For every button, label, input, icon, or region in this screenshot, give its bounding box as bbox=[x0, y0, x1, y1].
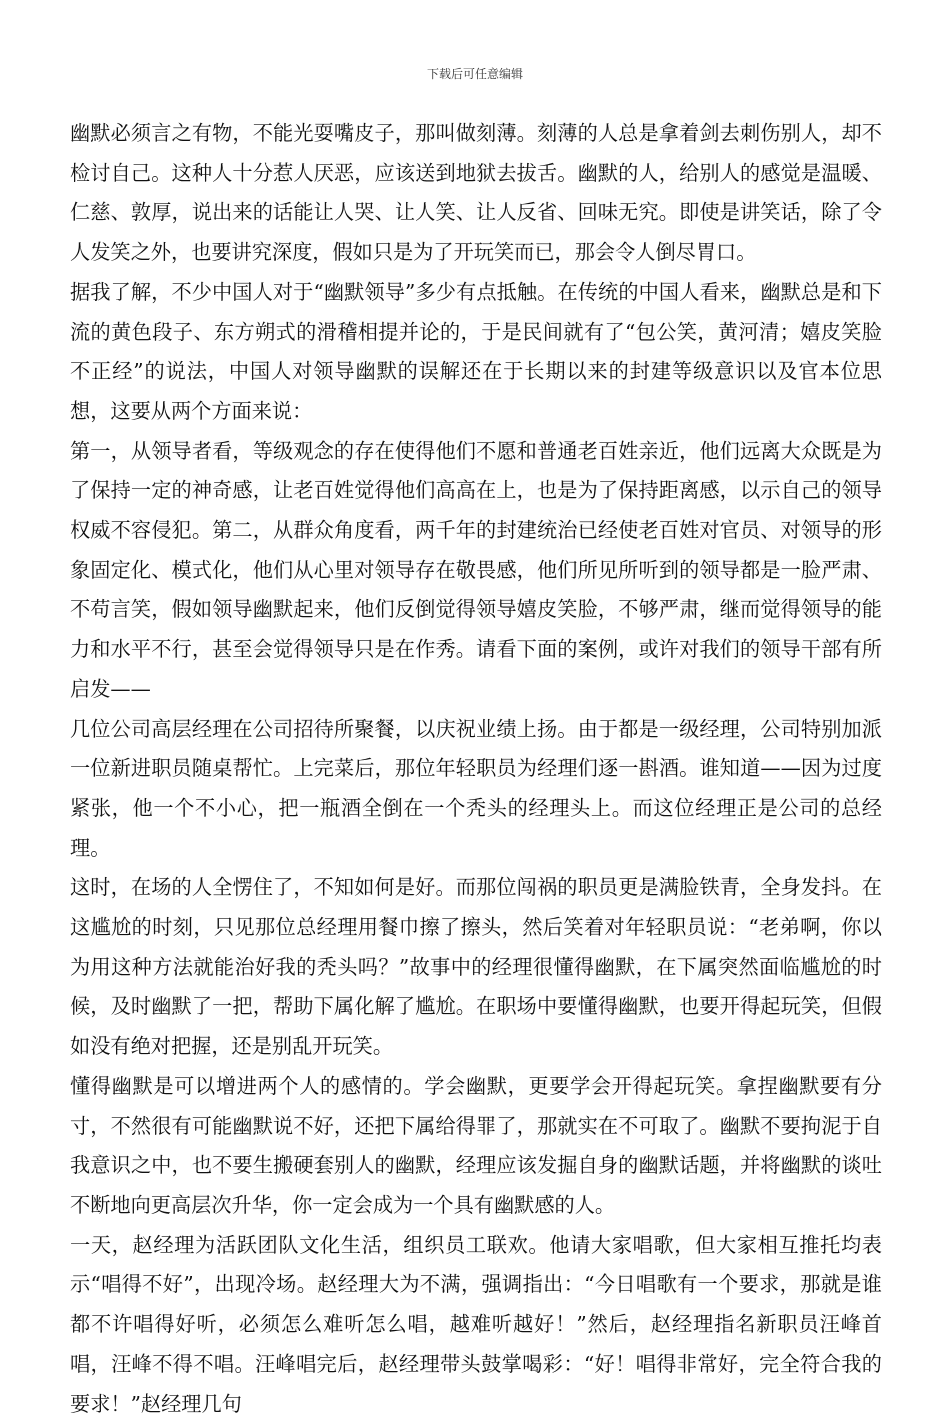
document-body bbox=[70, 114, 882, 1424]
paragraph-5: 这时，在场的人全愣住了，不知如何是好。而那位闯祸的职员更是满脸铁青，全身发抖。在这尴尬的时刻，只见那位总经理用餐巾擦了擦头，然后笑着对年轻职员说：“老弟啊，你以为用这种方法就能治好我的秃头吗？”故事中的经理很懂得幽默，在下属突然面临尴尬的时候，及时幽默了一把，帮助下属化解了尴尬。在职场中要懂得幽默，也要开得起玩笑，但假如没有绝对把握，还是别乱开玩笑。 bbox=[70, 875, 882, 1059]
paragraph-2: 据我了解，不少中国人对于“幽默领导”多少有点抵触。在传统的中国人看来，幽默总是和下流的黄色段子、东方朔式的滑稽相提并论的，于是民间就有了“包公笑，黄河清；嬉皮笑脸不正经”的说法，中国人对领导幽默的误解还在于长期以来的封建等级意识以及官本位思想，这要从两个方面来说： bbox=[70, 279, 882, 423]
paragraph-3: 第一，从领导者看，等级观念的存在使得他们不愿和普通老百姓亲近，他们远离大众既是为了保持一定的神奇感，让老百姓觉得他们高高在上，也是为了保持距离感，以示自己的领导权威不容侵犯。第二，从群众角度看，两千年的封建统治已经使老百姓对官员、对领导的形象固定化、模式化，他们从心里对领导存在敬畏感，他们所见所听到的领导都是一脸严肃、不苟言笑，假如领导幽默起来，他们反倒觉得领导嬉皮笑脸，不够严肃，继而觉得领导的能力和水平不行，甚至会觉得领导只是在作秀。请看下面的案例，或许对我们的领导干部有所启发—— bbox=[70, 438, 882, 701]
page-header: 下载后可任意编辑 bbox=[426, 67, 523, 81]
paragraph-1: 幽默必须言之有物，不能光耍嘴皮子，那叫做刻薄。刻薄的人总是拿着剑去刺伤别人，却不检讨自己。这种人十分惹人厌恶，应该送到地狱去拔舌。幽默的人，给别人的感觉是温暖、仁慈、敦厚，说出来的话能让人哭、让人笑、让人反省、回味无究。即使是讲笑话，除了令人发笑之外，也要讲究深度，假如只是为了开玩笑而已，那会令人倒尽胃口。 bbox=[70, 121, 882, 265]
paragraph-6: 懂得幽默是可以增进两个人的感情的。学会幽默，更要学会开得起玩笑。拿捏幽默要有分寸，不然很有可能幽默说不好，还把下属给得罪了，那就实在不可取了。幽默不要拘泥于自我意识之中，也不要生搬硬套别人的幽默，经理应该发掘自身的幽默话题，并将幽默的谈吐不断地向更高层次升华，你一定会成为一个具有幽默感的人。 bbox=[70, 1073, 882, 1217]
paragraph-7: 一天，赵经理为活跃团队文化生活，组织员工联欢。他请大家唱歌，但大家相互推托均表示“唱得不好”，出现冷场。赵经理大为不满，强调指出：“今日唱歌有一个要求，那就是谁都不许唱得好听，必须怎么难听怎么唱，越难听越好！”然后，赵经理指名新职员汪峰首唱，汪峰不得不唱。汪峰唱完后，赵经理带头鼓掌喝彩：“好！唱得非常好，完全符合我的要求！”赵经理几句 bbox=[70, 1232, 882, 1416]
paragraph-4: 几位公司高层经理在公司招待所聚餐，以庆祝业绩上扬。由于都是一级经理，公司特别加派一位新进职员随桌帮忙。上完菜后，那位年轻职员为经理们逐一斟酒。谁知道——因为过度紧张，他一个不小心，把一瓶酒全倒在一个秃头的经理头上。而这位经理正是公司的总经理。 bbox=[70, 716, 882, 860]
